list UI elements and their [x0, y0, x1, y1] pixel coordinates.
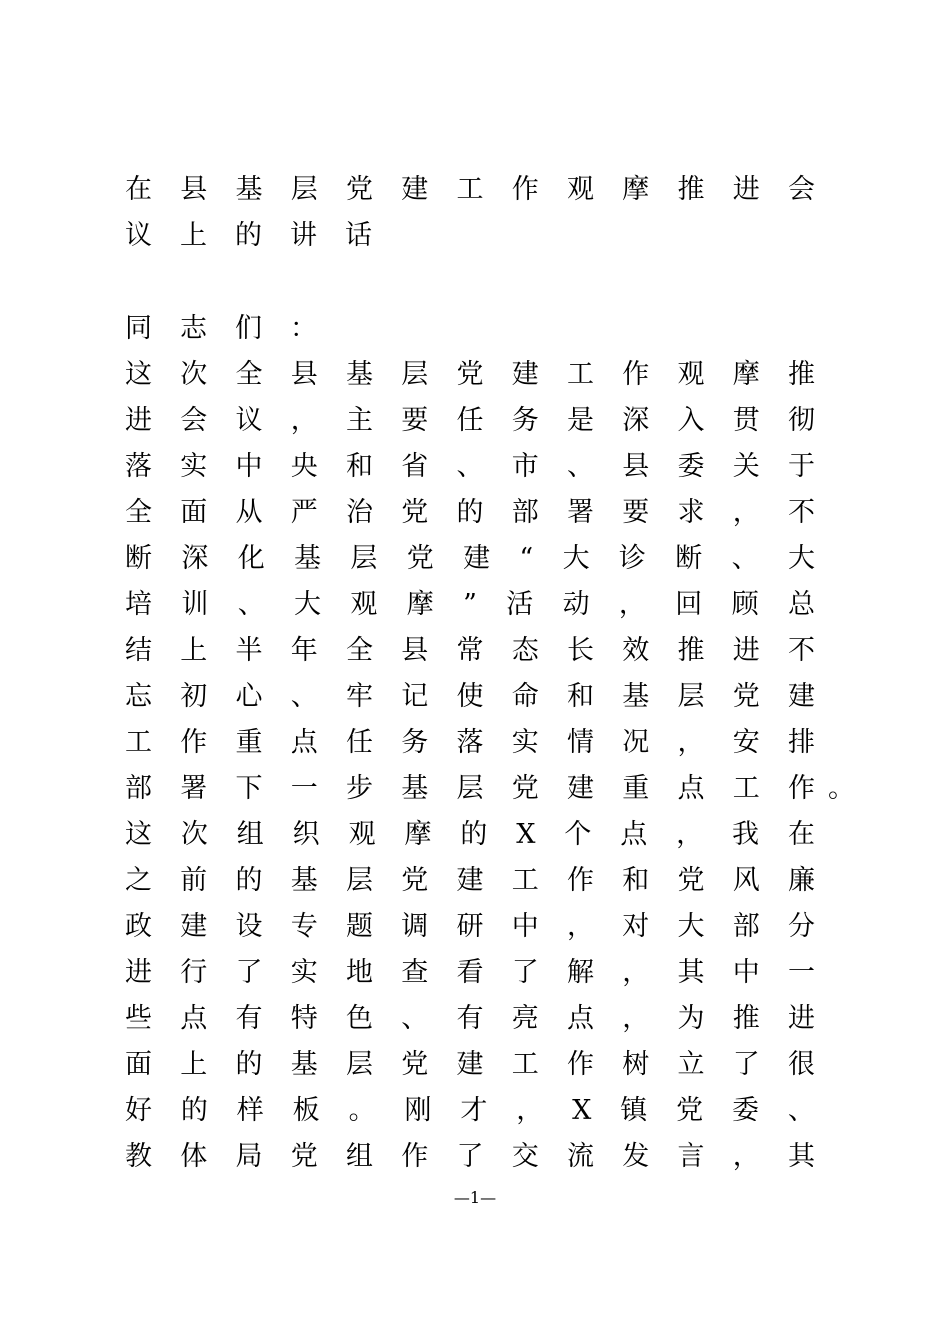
char: 不: [788, 635, 815, 666]
char: 全: [125, 497, 152, 528]
char: 态: [511, 635, 539, 666]
char: 和: [622, 865, 650, 896]
body-line-3: [125, 450, 815, 484]
char: 摩: [732, 359, 760, 390]
char: 会: [788, 174, 815, 205]
char: ，: [516, 1095, 544, 1126]
char: 安: [732, 727, 760, 758]
char: 务: [511, 405, 539, 436]
char: 县: [290, 359, 318, 390]
char: 次: [180, 819, 208, 850]
char: 要: [401, 405, 429, 436]
char: 建: [456, 1049, 484, 1080]
char: 下: [235, 773, 263, 804]
char: 训: [181, 589, 209, 620]
char: 作: [567, 1049, 594, 1080]
title-line-1: [125, 173, 815, 207]
char: 回: [675, 589, 703, 620]
char: 推: [732, 1003, 760, 1034]
char: 基: [290, 865, 318, 896]
char: X: [516, 819, 536, 850]
char: 建: [788, 681, 815, 712]
char: 基: [346, 359, 373, 390]
char: 调: [401, 911, 429, 942]
char: ，: [622, 957, 650, 988]
char: 组: [346, 1141, 373, 1172]
char: 忘: [125, 681, 152, 712]
char: 省: [401, 451, 429, 482]
char: 求: [677, 497, 705, 528]
char: 县: [401, 635, 429, 666]
char: 看: [456, 957, 484, 988]
body-line-13: [125, 910, 815, 944]
char: 个: [564, 819, 592, 850]
char: 在: [125, 174, 152, 205]
char: ，: [567, 911, 594, 942]
char: 记: [401, 681, 429, 712]
char: 牢: [346, 681, 373, 712]
char: 重: [235, 727, 263, 758]
char: 好: [125, 1095, 152, 1126]
char: “: [519, 543, 534, 574]
char: 一: [290, 773, 318, 804]
char: 流: [567, 1141, 594, 1172]
char: 了: [456, 1141, 484, 1172]
char: 层: [456, 773, 484, 804]
char: 中: [511, 911, 539, 942]
char: 样: [236, 1095, 264, 1126]
char: 党: [676, 1095, 704, 1126]
char: 建: [401, 174, 429, 205]
char: 党: [290, 1141, 318, 1172]
char: 有: [235, 1003, 263, 1034]
char: 基: [290, 1049, 318, 1080]
char: 市: [511, 451, 539, 482]
body-line-8: [125, 680, 815, 714]
char: 大: [677, 911, 705, 942]
char: 这: [125, 359, 152, 390]
char: 其: [788, 1141, 815, 1172]
char: 党: [401, 497, 429, 528]
char: 党: [677, 865, 705, 896]
char: 推: [677, 174, 705, 205]
char: 点: [180, 1003, 208, 1034]
char: 进: [732, 635, 760, 666]
char: 些: [125, 1003, 152, 1034]
body-line-11: [125, 818, 815, 852]
char: 工: [511, 1049, 539, 1080]
body-line-6: [125, 588, 815, 622]
char: 建: [567, 773, 594, 804]
char: 年: [290, 635, 318, 666]
char: 点: [677, 773, 705, 804]
char: 作: [180, 727, 208, 758]
char: 落: [125, 451, 152, 482]
char: 部: [732, 911, 760, 942]
char: 、: [456, 451, 484, 482]
char: 上: [180, 635, 208, 666]
char: 党: [406, 543, 434, 574]
char: 的: [460, 819, 488, 850]
body-line-15: [125, 1002, 815, 1036]
char: 进: [788, 1003, 815, 1034]
char: 命: [511, 681, 539, 712]
char: 结: [125, 635, 152, 666]
char: 党: [401, 865, 429, 896]
char: 色: [346, 1003, 373, 1034]
char: 研: [456, 911, 484, 942]
char: 部: [125, 773, 152, 804]
char: 作: [511, 174, 539, 205]
char: 层: [346, 865, 373, 896]
char: 观: [567, 174, 594, 205]
char: 地: [346, 957, 373, 988]
char: 严: [290, 497, 318, 528]
char: 深: [622, 405, 650, 436]
char: 情: [567, 727, 594, 758]
char: 基: [235, 174, 263, 205]
body-line-14: [125, 956, 815, 990]
char: 全: [235, 359, 263, 390]
char: 对: [622, 911, 650, 942]
char: 的: [235, 865, 263, 896]
char: 层: [290, 174, 318, 205]
char: 的: [235, 1049, 263, 1080]
char: 很: [788, 1049, 815, 1080]
char: 和: [567, 681, 594, 712]
char: 于: [788, 451, 815, 482]
char: 工: [511, 865, 539, 896]
char: 作: [788, 773, 815, 804]
char: 建: [463, 543, 491, 574]
char: 局: [235, 1141, 263, 1172]
char: 上: [180, 1049, 208, 1080]
char: 深: [181, 543, 209, 574]
char: 、: [787, 1095, 815, 1126]
char: 务: [401, 727, 429, 758]
char: 发: [622, 1141, 650, 1172]
char: 设: [235, 911, 263, 942]
char: 部: [511, 497, 539, 528]
char: 况: [622, 727, 650, 758]
char: 贯: [732, 405, 760, 436]
char: 党: [732, 681, 760, 712]
char: 政: [125, 911, 152, 942]
char: 动: [562, 589, 590, 620]
char: 工: [125, 727, 152, 758]
char: 重: [622, 773, 650, 804]
char: 这: [125, 819, 152, 850]
body-line-12: [125, 864, 815, 898]
char: 、: [290, 681, 318, 712]
body-line-2: [125, 404, 815, 438]
char: 心: [235, 681, 263, 712]
char: 层: [677, 681, 705, 712]
char: 步: [346, 773, 373, 804]
char: 和: [346, 451, 373, 482]
char: 工: [567, 359, 594, 390]
char: 基: [622, 681, 650, 712]
body-line-18: [125, 1140, 815, 1174]
char: 分: [788, 911, 815, 942]
char: 要: [622, 497, 650, 528]
char: 断: [125, 543, 152, 574]
char: 镇: [620, 1095, 648, 1126]
char: 摩: [404, 819, 432, 850]
char: 排: [788, 727, 815, 758]
char: 入: [677, 405, 705, 436]
body-line-7: [125, 634, 815, 668]
char: 层: [350, 543, 378, 574]
char: 总: [787, 589, 815, 620]
char: 查: [401, 957, 429, 988]
char: 主: [346, 405, 373, 436]
char: 大: [787, 543, 815, 574]
char: 摩: [622, 174, 650, 205]
overflow-period: 。: [828, 773, 855, 804]
char: 党: [346, 174, 373, 205]
char: 观: [350, 589, 378, 620]
char: 点: [567, 1003, 594, 1034]
char: 教: [125, 1141, 152, 1172]
char: 工: [732, 773, 760, 804]
body-line-4: [125, 496, 815, 530]
char: 实: [511, 727, 539, 758]
char: 观: [677, 359, 705, 390]
body-line-9: [125, 726, 815, 760]
body-line-16: [125, 1048, 815, 1082]
char: 面: [180, 497, 208, 528]
char: 常: [456, 635, 484, 666]
char: 交: [511, 1141, 539, 1172]
char: 建: [180, 911, 208, 942]
char: 专: [290, 911, 318, 942]
title-line-2: 议上的讲话: [125, 220, 400, 251]
body-line-10: [125, 772, 815, 806]
char: 、: [401, 1003, 429, 1034]
char: 化: [237, 543, 265, 574]
char: 委: [732, 1095, 760, 1126]
char: 顾: [731, 589, 759, 620]
char: 半: [235, 635, 263, 666]
char: 党: [511, 773, 539, 804]
char: ，: [290, 405, 318, 436]
char: 会: [180, 405, 208, 436]
char: 大: [294, 589, 322, 620]
char: 的: [180, 1095, 208, 1126]
char: 的: [456, 497, 484, 528]
char: 刚: [404, 1095, 432, 1126]
char: 实: [290, 957, 318, 988]
char: 一: [788, 957, 815, 988]
char: 治: [346, 497, 373, 528]
char: 体: [180, 1141, 208, 1172]
char: 亮: [511, 1003, 539, 1034]
char: 诊: [618, 543, 646, 574]
char: 建: [511, 359, 539, 390]
char: 、: [731, 543, 759, 574]
char: 有: [456, 1003, 484, 1034]
char: 为: [677, 1003, 705, 1034]
body-line-1: [125, 358, 815, 392]
char: 中: [235, 451, 263, 482]
body-line-5: [125, 542, 815, 576]
char: 进: [125, 957, 152, 988]
char: 央: [290, 451, 318, 482]
char: 效: [622, 635, 650, 666]
char: 立: [677, 1049, 705, 1080]
char: ，: [732, 1141, 760, 1172]
char: 作: [622, 359, 650, 390]
char: 使: [456, 681, 484, 712]
char: 基: [401, 773, 429, 804]
char: 县: [180, 174, 208, 205]
char: 摩: [406, 589, 434, 620]
char: 长: [567, 635, 594, 666]
char: 任: [346, 727, 373, 758]
char: 关: [732, 451, 760, 482]
char: 县: [622, 451, 650, 482]
char: 廉: [788, 865, 815, 896]
char: 我: [732, 819, 760, 850]
char: 彻: [788, 405, 815, 436]
char: ，: [622, 1003, 650, 1034]
char: 推: [788, 359, 815, 390]
char: 点: [290, 727, 318, 758]
char: 了: [235, 957, 263, 988]
char: 党: [401, 1049, 429, 1080]
char: 、: [567, 451, 594, 482]
char: 才: [460, 1095, 488, 1126]
char: 工: [456, 174, 484, 205]
char: 前: [180, 865, 208, 896]
char: 建: [456, 865, 484, 896]
char: 树: [622, 1049, 650, 1080]
char: 作: [567, 865, 594, 896]
char: 署: [567, 497, 594, 528]
char: 培: [125, 589, 152, 620]
char: 点: [620, 819, 648, 850]
char: 基: [294, 543, 322, 574]
char: 推: [677, 635, 705, 666]
char: 之: [125, 865, 152, 896]
char: 作: [401, 1141, 429, 1172]
char: 题: [346, 911, 373, 942]
char: 进: [732, 174, 760, 205]
char: 议: [235, 405, 263, 436]
char: ，: [732, 497, 760, 528]
char: 次: [180, 359, 208, 390]
char: 组: [236, 819, 264, 850]
char: 织: [292, 819, 320, 850]
char: 署: [180, 773, 208, 804]
char: ，: [618, 589, 646, 620]
char: 了: [732, 1049, 760, 1080]
char: 任: [456, 405, 484, 436]
char: 活: [506, 589, 534, 620]
char: 行: [180, 957, 208, 988]
char: 在: [787, 819, 815, 850]
page-number: —1—: [453, 1188, 497, 1207]
char: 实: [180, 451, 208, 482]
char: 层: [401, 359, 429, 390]
char: 、: [237, 589, 265, 620]
char: 了: [511, 957, 539, 988]
char: 层: [346, 1049, 373, 1080]
greeting: 同志们：: [125, 313, 345, 344]
char: 言: [677, 1141, 705, 1172]
char: 解: [567, 957, 594, 988]
char: X: [572, 1095, 592, 1126]
char: 断: [675, 543, 703, 574]
char: 初: [180, 681, 208, 712]
char: 党: [456, 359, 484, 390]
char: 面: [125, 1049, 152, 1080]
char: ，: [676, 819, 704, 850]
char: 。: [348, 1095, 376, 1126]
char: 风: [732, 865, 760, 896]
char: 特: [290, 1003, 318, 1034]
char: 中: [732, 957, 760, 988]
char: 观: [348, 819, 376, 850]
char: 委: [677, 451, 705, 482]
char: 全: [346, 635, 373, 666]
char: 是: [567, 405, 594, 436]
char: 进: [125, 405, 152, 436]
char: 从: [235, 497, 263, 528]
char: ”: [463, 589, 477, 620]
char: 板: [292, 1095, 320, 1126]
char: 不: [788, 497, 815, 528]
char: 落: [456, 727, 484, 758]
body-line-17: [125, 1094, 815, 1128]
char: ，: [677, 727, 705, 758]
char: 其: [677, 957, 705, 988]
char: 大: [562, 543, 590, 574]
